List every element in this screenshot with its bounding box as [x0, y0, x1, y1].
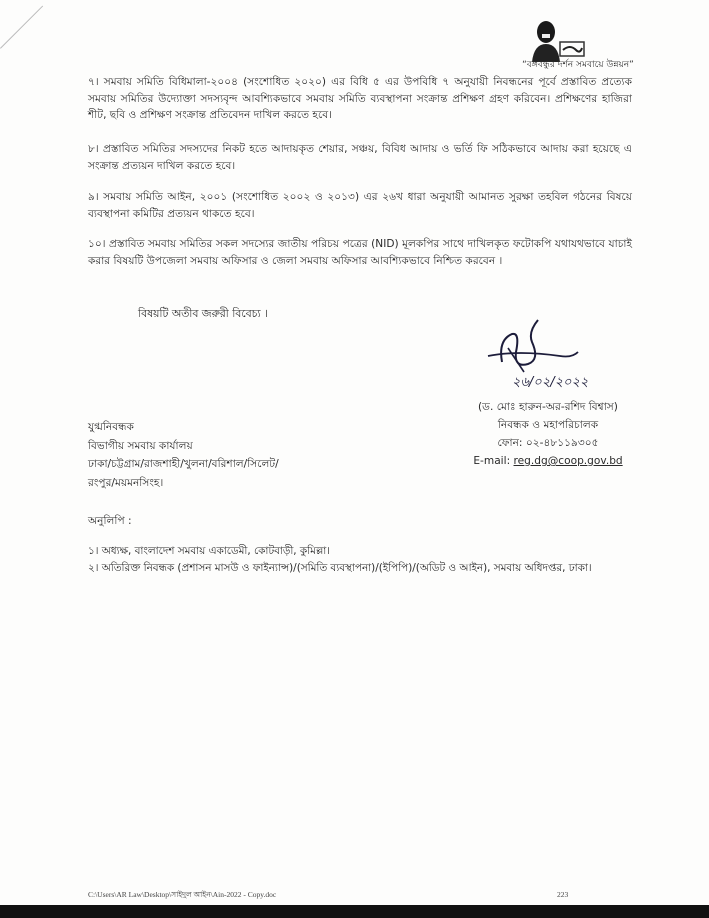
recipient-line-4: রংপুর/ময়মনসিংহ।: [88, 476, 164, 489]
email-link[interactable]: reg.dg@coop.gov.bd: [513, 455, 623, 467]
signer-email: [438, 452, 658, 470]
signer-name: (ড. মোঃ হারুন-অর-রশিদ বিশ্বাস): [478, 401, 618, 413]
footer-page-number: 223: [557, 890, 569, 899]
scan-bottom-border: [0, 905, 709, 918]
paragraph-9: ৯। সমবায় সমিতি আইন, ২০০১ (সংশোধিত ২০০২ ও ২০১৩) এর ২৬খ ধারা অনুযায়ী আমানত সুরক্ষা তহবিল গঠনের বিষয়ে ব্যবস্থাপনা কমিটির প্রত্যয়ন থাকতে হবে।: [88, 191, 632, 220]
signer-phone: ফোন: ০২-৪৮১১৯৩০৫: [497, 437, 599, 449]
email-label: E-mail:: [473, 455, 514, 467]
copy-heading: অনুলিপি :: [88, 515, 132, 527]
paragraph-8: ৮। প্রস্তাবিত সমিতির সদস্যদের নিকট হতে আদায়কৃত শেয়ার, সঞ্চয়, বিবিধ আদায় ও ভর্তি ফি সঠিকভাবে আদায় করা হয়েছে এ সংক্রান্ত প্রত্যয়ন দাখিল করতে হবে।: [88, 143, 632, 172]
signer-block: [438, 398, 658, 470]
urgent-note: বিষয়টি অতীব জরুরী বিবেচ্য ।: [138, 307, 268, 320]
recipient-line-1: যুগ্মনিবন্ধক: [88, 421, 134, 433]
recipient-line-3: ঢাকা/চট্টগ্রাম/রাজশাহী/খুলনা/বরিশাল/সিলেট/: [88, 458, 279, 470]
recipient-line-2: বিভাগীয় সমবায় কার্যালয়: [88, 439, 193, 452]
copy-item: ২। অতিরিক্ত নিবন্ধক (প্রশাসন মাসউ ও ফাইন্যান্স)/(সমিতি ব্যবস্থাপনা)/(ইপিপি)/(অডিট ও আইন), সমবায় অধিদপ্তর, ঢাকা।: [88, 562, 592, 574]
handwritten-date-text: ২৬/০২/২০২২: [512, 375, 589, 390]
header-slogan: “বঙ্গবন্ধুর দর্শন সমবায়ে উন্নয়ন”: [522, 60, 634, 70]
copy-item: ১। অধ্যক্ষ, বাংলাদেশ সমবায় একাডেমী, কোটবাড়ী, কুমিল্লা।: [88, 545, 331, 557]
paragraph-10: ১০। প্রস্তাবিত সমবায় সমিতির সকল সদস্যের জাতীয় পরিচয় পত্রের (NID) মূলকপির সাথে দাখিলকৃত ফটোকপি যথাযথভাবে যাচাই করার বিষয়টি উপজেলা সমবায় অফিসার ও জেলা সমবায় অফিসার আবশ্যিকভাবে নিশ্চিত করবেন ।: [88, 238, 632, 267]
signer-designation: নিবন্ধক ও মহাপরিচালক: [497, 419, 599, 431]
mujib-logo-icon: [520, 14, 590, 62]
footer-file-path: C:\Users\AR Law\Desktop\সাইদুল আইন\Ain-2022 - Copy.doc: [88, 890, 277, 899]
recipient-block: [88, 418, 388, 492]
paragraph-7: ৭। সমবায় সমিতি বিধিমালা-২০০৪ (সংশোধিত ২০২০) এর বিধি ৫ এর উপবিধি ৭ অনুযায়ী নিবন্ধনের পূর্বে প্রস্তাবিত প্রত্যেক সমবায় সমিতির উদ্যোক্তা সদস্যবৃন্দ আবশ্যিকভাবে সমবায় সমিতি ব্যবস্থাপনা সংক্রান্ত প্রশিক্ষণ গ্রহণ করিবেন। প্রশিক্ষণের হাজিরা শীট, ছবি ও প্রশিক্ষণ সংক্রান্ত প্রতিবেদন দাখিল করতে হবে।: [88, 76, 632, 121]
handwritten-date: [510, 370, 589, 392]
paper-fold-mark: [0, 6, 43, 49]
copy-list: [88, 543, 648, 577]
